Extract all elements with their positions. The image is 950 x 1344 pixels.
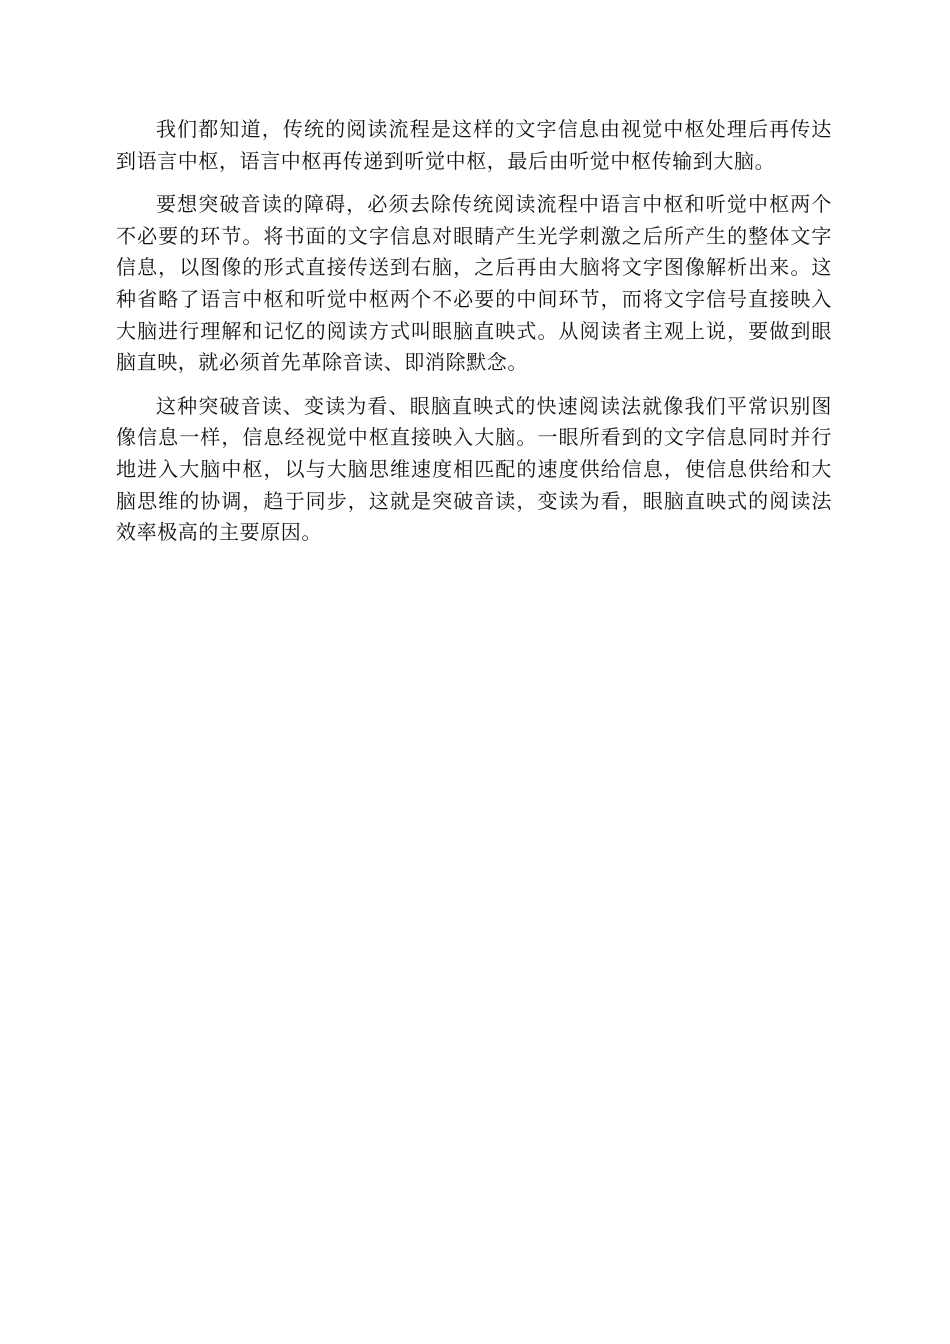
paragraph-1: 我们都知道，传统的阅读流程是这样的文字信息由视觉中枢处理后再传达到语言中枢，语言中枢再传递到听觉中枢，最后由听觉中枢传输到大脑。 <box>116 117 832 173</box>
document-body <box>116 114 832 561</box>
paragraph-3: 这种突破音读、变读为看、眼脑直映式的快速阅读法就像我们平常识别图像信息一样，信息经视觉中枢直接映入大脑。一眼所看到的文字信息同时并行地进入大脑中枢，以与大脑思维速度相匹配的速度供给信息，使信息供给和大脑思维的协调，趋于同步，这就是突破音读，变读为看，眼脑直映式的阅读法效率极高的主要原因。 <box>116 393 832 545</box>
paragraph-2: 要想突破音读的障碍，必须去除传统阅读流程中语言中枢和听觉中枢两个不必要的环节。将书面的文字信息对眼睛产生光学刺激之后所产生的整体文字信息，以图像的形式直接传送到右脑，之后再由大脑将文字图像解析出来。这种省略了语言中枢和听觉中枢两个不必要的中间环节，而将文字信号直接映入大脑进行理解和记忆的阅读方式叫眼脑直映式。从阅读者主观上说，要做到眼脑直映，就必须首先革除音读、即消除默念。 <box>116 192 832 375</box>
